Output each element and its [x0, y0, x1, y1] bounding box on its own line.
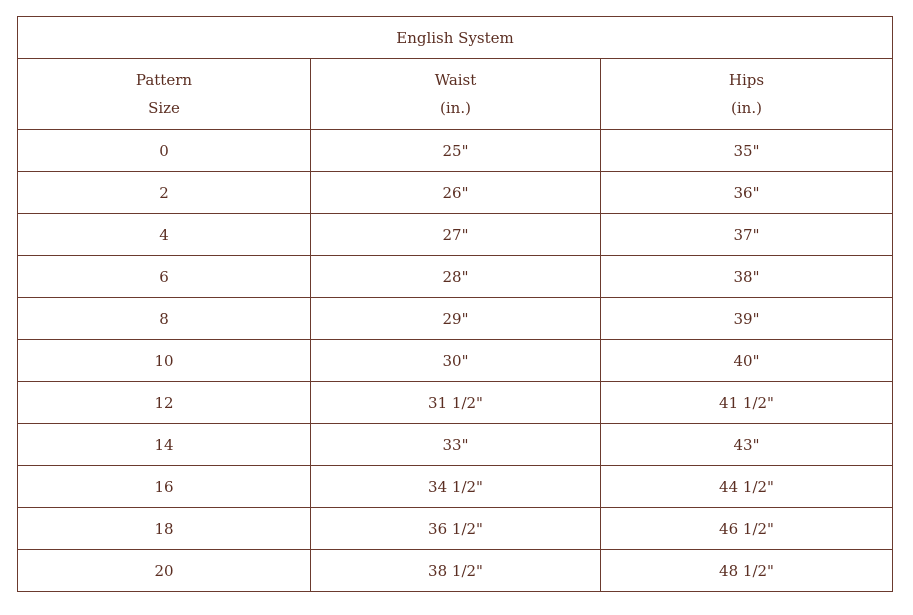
size-cell: 2 [18, 172, 311, 214]
size-cell: 18 [18, 508, 311, 550]
hips-cell: 37" [601, 214, 893, 256]
header-pattern-size [18, 59, 311, 130]
hips-cell: 38" [601, 256, 893, 298]
header-waist [311, 59, 601, 130]
header-line: Size [148, 99, 180, 117]
table-row [18, 466, 893, 508]
waist-cell: 36 1/2" [311, 508, 601, 550]
title-row [18, 17, 893, 59]
waist-cell: 30" [311, 340, 601, 382]
table-row [18, 298, 893, 340]
hips-cell: 43" [601, 424, 893, 466]
header-line: Hips [728, 71, 765, 89]
hips-cell: 35" [601, 130, 893, 172]
table-row [18, 214, 893, 256]
header-line: (in.) [731, 99, 762, 117]
size-cell: 4 [18, 214, 311, 256]
table-row [18, 172, 893, 214]
hips-cell: 44 1/2" [601, 466, 893, 508]
table-row [18, 508, 893, 550]
size-chart-table [17, 16, 893, 592]
header-line: Pattern [135, 71, 193, 89]
hips-cell: 36" [601, 172, 893, 214]
table-row [18, 256, 893, 298]
size-cell: 0 [18, 130, 311, 172]
waist-cell: 28" [311, 256, 601, 298]
table-row [18, 340, 893, 382]
hips-cell: 40" [601, 340, 893, 382]
waist-cell: 27" [311, 214, 601, 256]
table-row [18, 424, 893, 466]
table-row [18, 550, 893, 592]
waist-cell: 26" [311, 172, 601, 214]
size-cell: 6 [18, 256, 311, 298]
waist-cell: 31 1/2" [311, 382, 601, 424]
table-row [18, 130, 893, 172]
size-cell: 10 [18, 340, 311, 382]
hips-cell: 46 1/2" [601, 508, 893, 550]
header-hips [601, 59, 893, 130]
size-cell: 8 [18, 298, 311, 340]
waist-cell: 25" [311, 130, 601, 172]
hips-cell: 41 1/2" [601, 382, 893, 424]
table-title: English System [18, 17, 893, 59]
table-row [18, 382, 893, 424]
header-row [18, 59, 893, 130]
waist-cell: 34 1/2" [311, 466, 601, 508]
waist-cell: 29" [311, 298, 601, 340]
table-body [18, 130, 893, 592]
waist-cell: 38 1/2" [311, 550, 601, 592]
size-cell: 16 [18, 466, 311, 508]
hips-cell: 39" [601, 298, 893, 340]
header-line: Waist [434, 71, 477, 89]
size-cell: 20 [18, 550, 311, 592]
size-cell: 14 [18, 424, 311, 466]
size-cell: 12 [18, 382, 311, 424]
header-line: (in.) [440, 99, 471, 117]
waist-cell: 33" [311, 424, 601, 466]
hips-cell: 48 1/2" [601, 550, 893, 592]
